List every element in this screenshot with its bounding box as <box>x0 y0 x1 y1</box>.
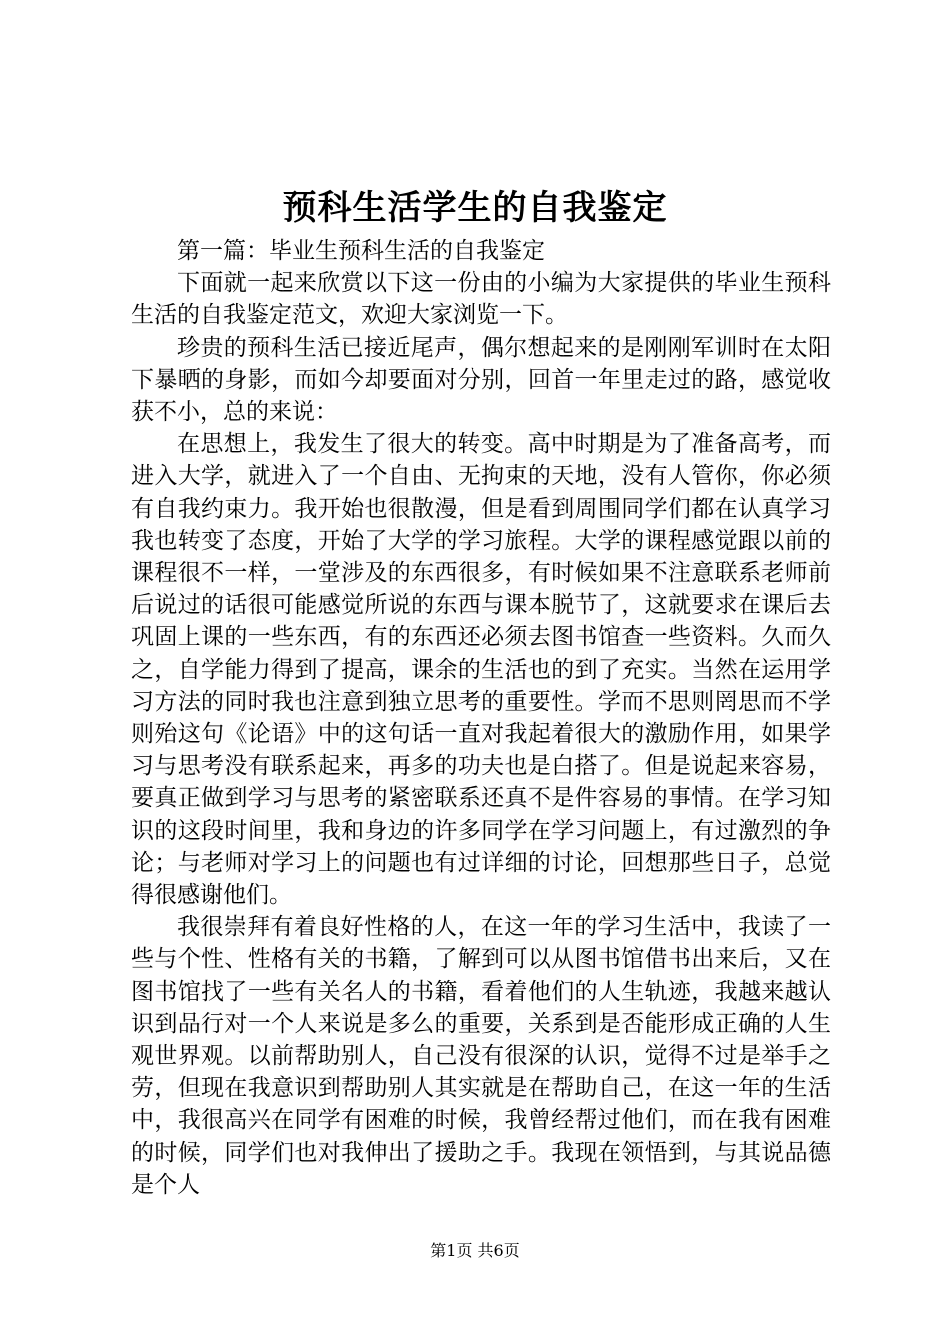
document-title: 预科生活学生的自我鉴定 <box>282 188 668 228</box>
paragraph: 在思想上，我发生了很大的转变。高中时期是为了准备高考，而进入大学，就进入了一个自由、无拘束的天地，没有人管你，你必须有自我约束力。我开始也很散漫，但是看到周围同学们都在认真学习我也转变了态度，开始了大学的学习旅程。大学的课程感觉跟以前的课程很不一样，一堂涉及的东西很多，有时候如果不注意联系老师前后说过的话很可能感觉所说的东西与课本脱节了，这就要求在课后去巩固上课的一些东西，有的东西还必须去图书馆查一些资料。久而久之，自学能力得到了提高，课余的生活也的到了充实。当然在运用学习方法的同时我也注意到独立思考的重要性。学而不思则罔思而不学则殆这句《论语》中的这句话一直对我起着很大的激励作用，如果学习与思考没有联系起来，再多的功夫也是白搭了。但是说起来容易，要真正做到学习与思考的紧密联系还真不是件容易的事情。在学习知识的这段时间里，我和身边的许多同学在学习问题上，有过激烈的争论；与老师对学习上的问题也有过详细的讨论，回想那些日子，总觉得很感谢他们。 <box>131 431 831 909</box>
document-body <box>131 235 831 1201</box>
paragraph: 下面就一起来欣赏以下这一份由的小编为大家提供的毕业生预科生活的自我鉴定范文，欢迎大家浏览一下。 <box>131 270 831 329</box>
page-footer: 第1页 共6页 <box>430 1241 520 1260</box>
paragraph: 我很崇拜有着良好性格的人，在这一年的学习生活中，我读了一些与个性、性格有关的书籍，了解到可以从图书馆借书出来后，又在图书馆找了一些有关名人的书籍，看着他们的人生轨迹，我越来越认识到品行对一个人来说是多么的重要，关系到是否能形成正确的人生观世界观。以前帮助别人，自己没有很深的认识，觉得不过是举手之劳，但现在我意识到帮助别人其实就是在帮助自己，在这一年的生活中，我很高兴在同学有困难的时候，我曾经帮过他们，而在我有困难的时候，同学们也对我伸出了援助之手。我现在领悟到，与其说品德是个人 <box>131 914 831 1198</box>
section-heading: 第一篇：毕业生预科生活的自我鉴定 <box>177 238 545 264</box>
paragraph: 珍贵的预科生活已接近尾声，偶尔想起来的是刚刚军训时在太阳下暴晒的身影，而如今却要面对分别，回首一年里走过的路，感觉收获不小，总的来说： <box>131 334 831 426</box>
